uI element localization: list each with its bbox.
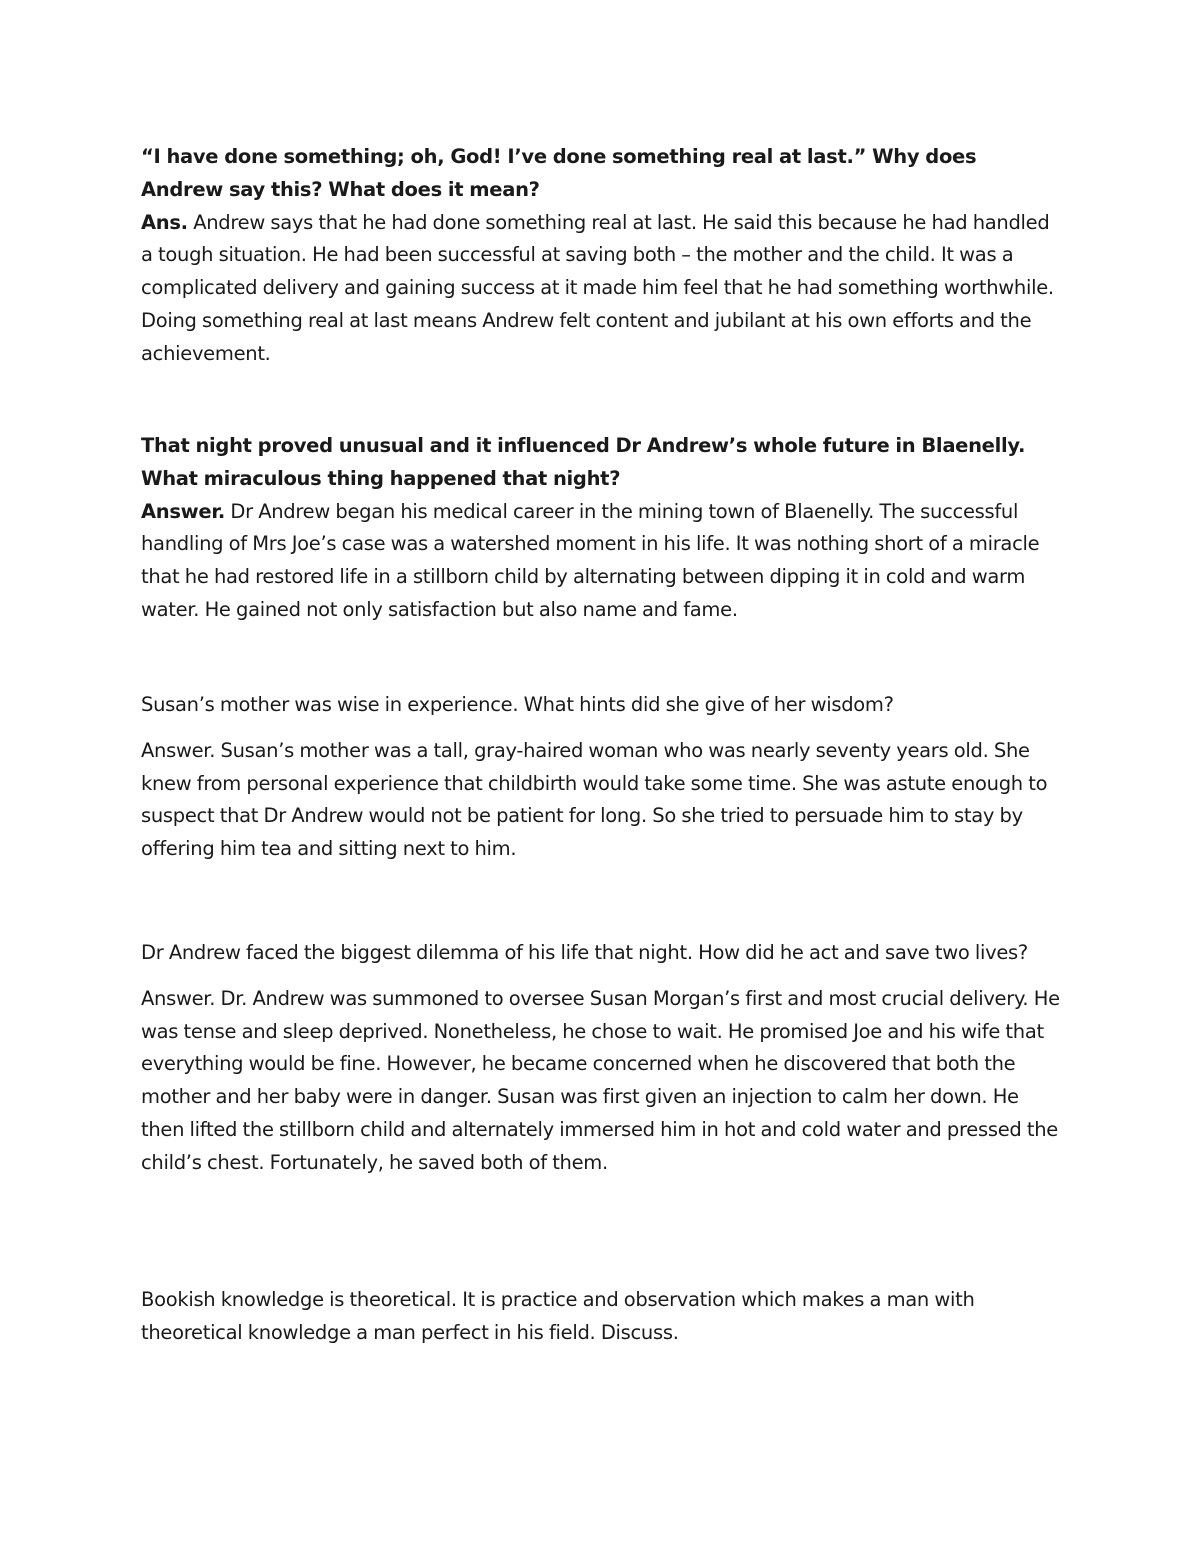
answer-paragraph xyxy=(141,496,1061,627)
question-heading: That night proved unusual and it influenced Dr Andrew’s whole future in Blaenelly. What miraculous thing happened that night? xyxy=(141,434,1026,490)
qa-section-5 xyxy=(141,1284,1061,1350)
answer-lead: Answer. xyxy=(141,499,225,523)
answer-text: Andrew says that he had done something real at last. He said this because he had handled a tough situation. He had been successful at saving both – the mother and the child. It was a complicated delivery and gaining success at it made him feel that he had something worthwhile. Doing something real at last means Andrew felt content and jubilant at his own efforts and the achievement. xyxy=(141,210,1054,365)
answer-paragraph xyxy=(141,207,1061,371)
answer-lead: Ans. xyxy=(141,210,188,234)
qa-section-2 xyxy=(141,430,1061,627)
question-text: Bookish knowledge is theoretical. It is practice and observation which makes a man with theoretical knowledge a man perfect in his field. Discuss. xyxy=(141,1288,975,1344)
question-heading: “I have done something; oh, God! I’ve done something real at last.” Why does Andrew say this? What does it mean? xyxy=(141,145,977,201)
qa-section-4 xyxy=(141,937,1061,1180)
answer-text: Dr Andrew began his medical career in the mining town of Blaenelly. The successful handling of Mrs Joe’s case was a watershed moment in his life. It was nothing short of a miracle that he had restored life in a stillborn child by alternating between dipping it in cold and warm water. He gained not only satisfaction but also name and fame. xyxy=(141,499,1040,621)
qa-section-3 xyxy=(141,689,1061,866)
answer-paragraph: Answer. Dr. Andrew was summoned to oversee Susan Morgan’s first and most crucial delivery. He was tense and sleep deprived. Nonetheless, he chose to wait. He promised Joe and his wife that everything would be fine. However, he became concerned when he discovered that both the mother and her baby were in danger. Susan was first given an injection to calm her down. He then lifted the stillborn child and alternately immersed him in hot and cold water and pressed the child’s chest. Fortunately, he saved both of them. xyxy=(141,986,1060,1174)
question-text: Susan’s mother was wise in experience. What hints did she give of her wisdom? xyxy=(141,693,894,716)
qa-section-1 xyxy=(141,141,1061,371)
question-text: Dr Andrew faced the biggest dilemma of his life that night. How did he act and save two lives? xyxy=(141,941,1028,964)
answer-paragraph: Answer. Susan’s mother was a tall, gray-haired woman who was nearly seventy years old. She knew from personal experience that childbirth would take some time. She was astute enough to suspect that Dr Andrew would not be patient for long. So she tried to persuade him to stay by offering him tea and sitting next to him. xyxy=(141,738,1048,861)
